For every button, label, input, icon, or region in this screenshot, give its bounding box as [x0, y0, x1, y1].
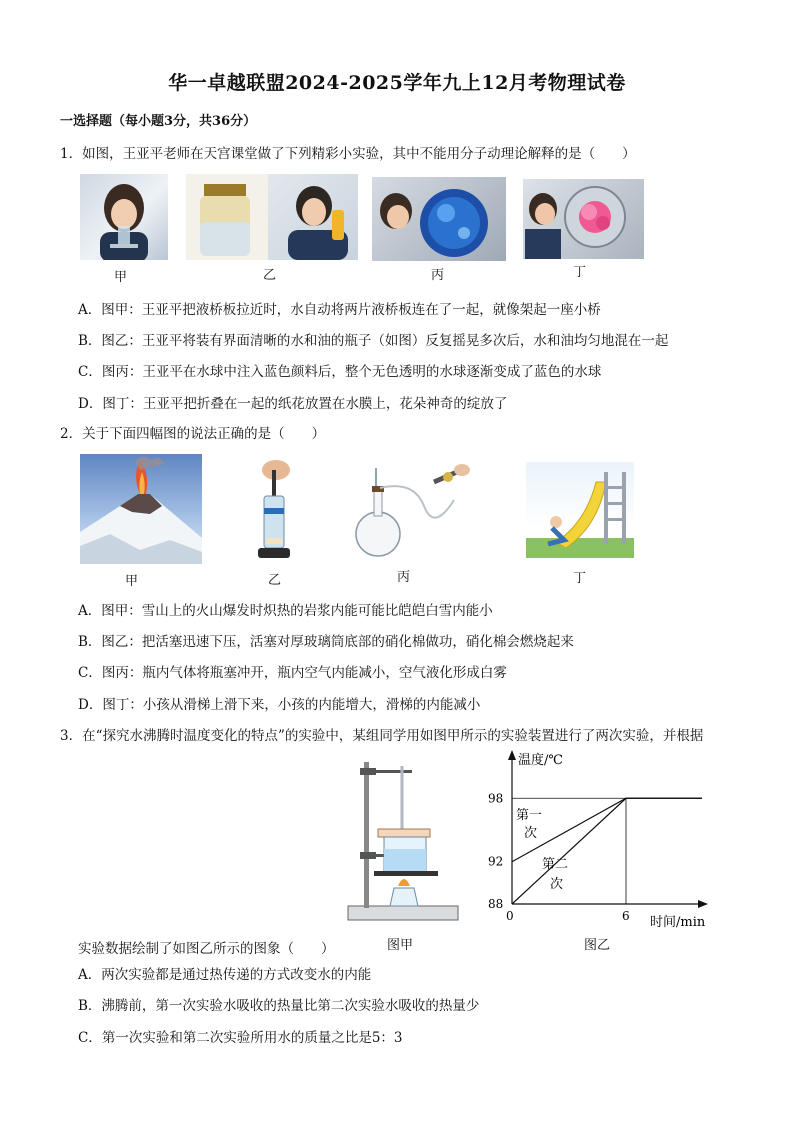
q1-photo-yi: [186, 174, 358, 260]
q3-option-c: C．第一次实验和第二次实验所用水的质量之比是5：3: [78, 1030, 403, 1046]
y-tick-88: 88: [488, 897, 504, 911]
q1-option-b: B．图乙：王亚平将装有界面清晰的水和油的瓶子（如图）反复摇晃多次后，水和油均匀地混在一起: [78, 333, 669, 349]
q2-stem: 2．关于下面四幅图的说法正确的是（ ）: [60, 426, 326, 442]
q3-caption-figure-a: 图甲: [387, 938, 414, 953]
y-tick-92: 92: [488, 854, 504, 869]
q1-stem: 1．如图，王亚平老师在天宫课堂做了下列精彩小实验，其中不能用分子动理论解释的是（ ）: [60, 146, 636, 162]
q2-option-a: A．图甲：雪山上的火山爆发时炽热的岩浆内能可能比皑皑白雪内能小: [78, 603, 493, 619]
q1-caption-yi: 乙: [263, 268, 277, 283]
series-first-label-2: 次: [524, 826, 538, 841]
series-second-label-1: 第二: [542, 857, 569, 872]
q3-stem-line2: 实验数据绘制了如图乙所示的图象（ ）: [78, 941, 335, 957]
q1-photo-ding: [523, 179, 644, 259]
x-axis-label: 时间/min: [650, 915, 706, 930]
q2-photo-slide: [526, 462, 634, 558]
q1-photo-bing: [372, 177, 506, 261]
x-axis-arrow: [698, 900, 708, 908]
q2-option-b: B．图乙：把活塞迅速下压，活塞对厚玻璃筒底部的硝化棉做功，硝化棉会燃烧起来: [78, 634, 574, 650]
q1-caption-ding: 丁: [573, 265, 587, 280]
x-tick-6: 6: [622, 909, 630, 923]
q1-caption-jia: 甲: [114, 270, 128, 285]
q1-option-c: C．图丙：王亚平在水球中注入蓝色颜料后，整个无色透明的水球逐渐变成了蓝色的水球: [78, 364, 602, 380]
q1-option-d: D．图丁：王亚平把折叠在一起的纸花放置在水膜上，花朵神奇的绽放了: [78, 396, 508, 412]
q2-caption-jia: 甲: [125, 574, 139, 589]
series-first-label-1: 第一: [516, 808, 543, 823]
series-second-label-2: 次: [550, 877, 564, 892]
q2-photo-piston: [248, 456, 298, 562]
q2-photo-flask: [354, 460, 474, 562]
q3-stem-line1: 3．在“探究水沸腾时温度变化的特点”的实验中，某组同学用如图甲所示的实验装置进行了两次实验，并根据: [60, 728, 704, 744]
q2-option-c: C．图丙：瓶内气体将瓶塞冲开，瓶内空气内能减小，空气液化形成白雾: [78, 665, 507, 681]
x-tick-0: 0: [506, 909, 514, 923]
q3-caption-figure-b: 图乙: [584, 938, 611, 953]
q1-caption-bing: 丙: [431, 268, 445, 283]
q2-caption-yi: 乙: [268, 573, 282, 588]
y-tick-98: 98: [488, 791, 504, 806]
q3-option-b: B．沸腾前，第一次实验水吸收的热量比第二次实验水吸收的热量少: [78, 998, 480, 1014]
q1-photo-jia: [80, 174, 168, 260]
q2-caption-ding: 丁: [573, 571, 587, 586]
q2-photo-volcano: [80, 454, 202, 564]
y-axis-arrow: [508, 750, 516, 760]
y-axis-label: 温度/℃: [518, 753, 563, 768]
section-heading: 一选择题（每小题3分，共36分）: [60, 114, 257, 129]
q2-caption-bing: 丙: [397, 570, 411, 585]
exam-title: 华一卓越联盟2024-2025学年九上12月考物理试卷: [168, 72, 626, 94]
q3-apparatus-figure: [340, 752, 470, 932]
q2-option-d: D．图丁：小孩从滑梯上滑下来，小孩的内能增大，滑梯的内能减小: [78, 697, 481, 713]
q3-temperature-chart: [480, 742, 720, 932]
q1-option-a: A．图甲：王亚平把液桥板拉近时，水自动将两片液桥板连在了一起，就像架起一座小桥: [78, 302, 601, 318]
q3-option-a: A．两次实验都是通过热传递的方式改变水的内能: [78, 967, 372, 983]
